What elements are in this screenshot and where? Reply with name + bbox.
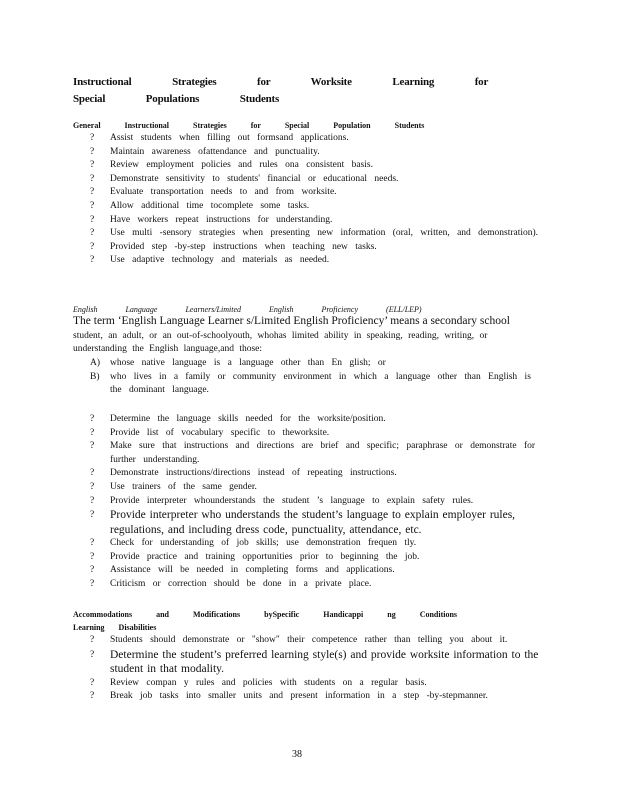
list-item xyxy=(90,132,540,146)
bullet-glyph: ? xyxy=(90,551,95,562)
list-item xyxy=(90,214,540,228)
list-item-text: Break job tasks into smaller units and present information in a step -by-stepmanner. xyxy=(110,691,488,702)
list-item-text: Demonstrate instructions/directions instead of repeating instructions. xyxy=(110,468,397,479)
condition-item xyxy=(90,357,535,371)
learning-disabilities-list xyxy=(90,634,540,704)
list-item xyxy=(90,564,540,578)
condition-marker: B) xyxy=(90,371,100,382)
list-item-text: Review compan y rules and policies with students on a regular basis. xyxy=(110,677,427,688)
list-item-text: Provide list of vocabulary specific to theworksite. xyxy=(110,427,330,438)
ell-strategies-list xyxy=(90,413,540,592)
list-item-text: Evaluate transportation needs to and from worksite. xyxy=(110,187,337,198)
list-item xyxy=(90,481,540,495)
list-item-text: Use adaptive technology and materials as needed. xyxy=(110,255,330,266)
condition-text: who lives in a family or community environment in which a language other than English is the dominant language. xyxy=(110,371,531,396)
ell-definition-rest: student, an adult, or an out-of-schoolyouth, whohas limited ability in speaking, reading, writing, or understanding the English language,and those: xyxy=(73,330,488,354)
bullet-glyph: ? xyxy=(90,565,95,576)
bullet-glyph: ? xyxy=(90,146,95,157)
section-heading-accommodations: Accommodations and Modifications bySpecific Handicappi ng Conditions xyxy=(73,610,458,619)
list-item-text: Assist students when filling out formsand applications. xyxy=(110,133,349,143)
bullet-glyph: ? xyxy=(90,649,95,660)
list-item-text: Use multi -sensory strategies when presenting new information (oral, written, and demonstration). xyxy=(110,228,539,239)
bullet-glyph: ? xyxy=(90,481,95,492)
list-item xyxy=(90,677,540,691)
list-item-text: Provide interpreter who understands the student’s language to explain employer rules, regulations, and including dress code, punctuality, attendance, etc. xyxy=(110,509,516,536)
section-subheading-learning-disabilities: Learning Disabilities xyxy=(73,623,157,632)
bullet-glyph: ? xyxy=(90,160,95,171)
list-item xyxy=(90,467,540,481)
list-item xyxy=(90,537,540,551)
bullet-glyph: ? xyxy=(90,241,95,252)
list-item xyxy=(90,146,540,160)
condition-text: whose native language is a language other than En glish; or xyxy=(110,358,386,368)
list-item-text: Check for understanding of job skills; use demonstration frequen tly. xyxy=(110,538,417,549)
ell-definition-paragraph xyxy=(73,315,535,357)
bullet-glyph: ? xyxy=(90,200,95,211)
bullet-glyph: ? xyxy=(90,635,95,645)
list-item xyxy=(90,578,540,592)
bullet-glyph: ? xyxy=(90,510,95,521)
list-item xyxy=(90,159,540,173)
list-item-text: Determine the language skills needed for the worksite/position. xyxy=(110,414,386,424)
list-item xyxy=(90,508,540,537)
list-item-text: Demonstrate sensitivity to students' financial or educational needs. xyxy=(110,173,399,184)
list-item xyxy=(90,690,540,704)
bullet-glyph: ? xyxy=(90,427,95,438)
bullet-glyph: ? xyxy=(90,133,95,143)
list-item-text: Review employment policies and rules ona consistent basis. xyxy=(110,160,373,171)
page-title: Instructional Strategies for Worksite Learning for Special Populations Students xyxy=(73,76,488,105)
ell-conditions-list xyxy=(90,357,535,398)
bullet-glyph: ? xyxy=(90,691,95,702)
list-item xyxy=(90,173,540,187)
bullet-glyph: ? xyxy=(90,173,95,184)
list-item-text: Use trainers of the same gender. xyxy=(110,481,257,492)
list-item-text: Assistance will be needed in completing forms and applications. xyxy=(110,565,395,576)
list-item xyxy=(90,648,540,677)
list-item xyxy=(90,241,540,255)
list-item xyxy=(90,495,540,509)
list-item-text: Allow additional time tocomplete some tasks. xyxy=(110,200,310,211)
list-item xyxy=(90,427,540,441)
list-item xyxy=(90,200,540,214)
list-item xyxy=(90,413,540,427)
list-item xyxy=(90,227,540,241)
section-heading-ell: English Language Learners/Limited English Proficiency (ELL/LEP) xyxy=(73,305,422,314)
list-item xyxy=(90,551,540,565)
list-item-text: Criticism or correction should be done in a private place. xyxy=(110,578,372,589)
list-item xyxy=(90,440,540,467)
list-item-text: Maintain awareness ofattendance and punctuality. xyxy=(110,146,320,157)
list-item-text: Make sure that instructions and directions are brief and specific; paraphrase or demonstrate for further understanding. xyxy=(110,441,536,465)
list-item xyxy=(90,254,540,268)
list-item xyxy=(90,634,540,648)
bullet-glyph: ? xyxy=(90,495,95,506)
list-item-text: Have workers repeat instructions for understanding. xyxy=(110,214,333,225)
condition-marker: A) xyxy=(90,358,101,368)
condition-item xyxy=(90,371,535,398)
bullet-glyph: ? xyxy=(90,468,95,479)
bullet-glyph: ? xyxy=(90,187,95,198)
general-strategies-list xyxy=(90,132,540,268)
bullet-glyph: ? xyxy=(90,578,95,589)
list-item-text: Provide practice and training opportunities prior to beginning the job. xyxy=(110,551,420,562)
bullet-glyph: ? xyxy=(90,228,95,239)
list-item-text: Determine the student’s preferred learning style(s) and provide worksite information to the student in that modality. xyxy=(110,648,539,676)
list-item-text: Provide interpreter whounderstands the student ’s language to explain safety rules. xyxy=(110,495,474,506)
bullet-glyph: ? xyxy=(90,538,95,549)
section-heading-general: General Instructional Strategies for Special Population Students xyxy=(73,121,425,130)
page-number: 38 xyxy=(292,749,302,760)
list-item-text: Provided step -by-step instructions when teaching new tasks. xyxy=(110,241,377,252)
ell-definition-lead: The term ‘English Language Learner s/Limited English Proficiency’ means a secondary school xyxy=(73,315,510,327)
bullet-glyph: ? xyxy=(90,441,95,452)
list-item xyxy=(90,186,540,200)
bullet-glyph: ? xyxy=(90,255,95,266)
bullet-glyph: ? xyxy=(90,214,95,225)
list-item-text: Students should demonstrate or "show" their competence rather than telling you about it. xyxy=(110,635,508,645)
bullet-glyph: ? xyxy=(90,677,95,688)
bullet-glyph: ? xyxy=(90,414,95,424)
